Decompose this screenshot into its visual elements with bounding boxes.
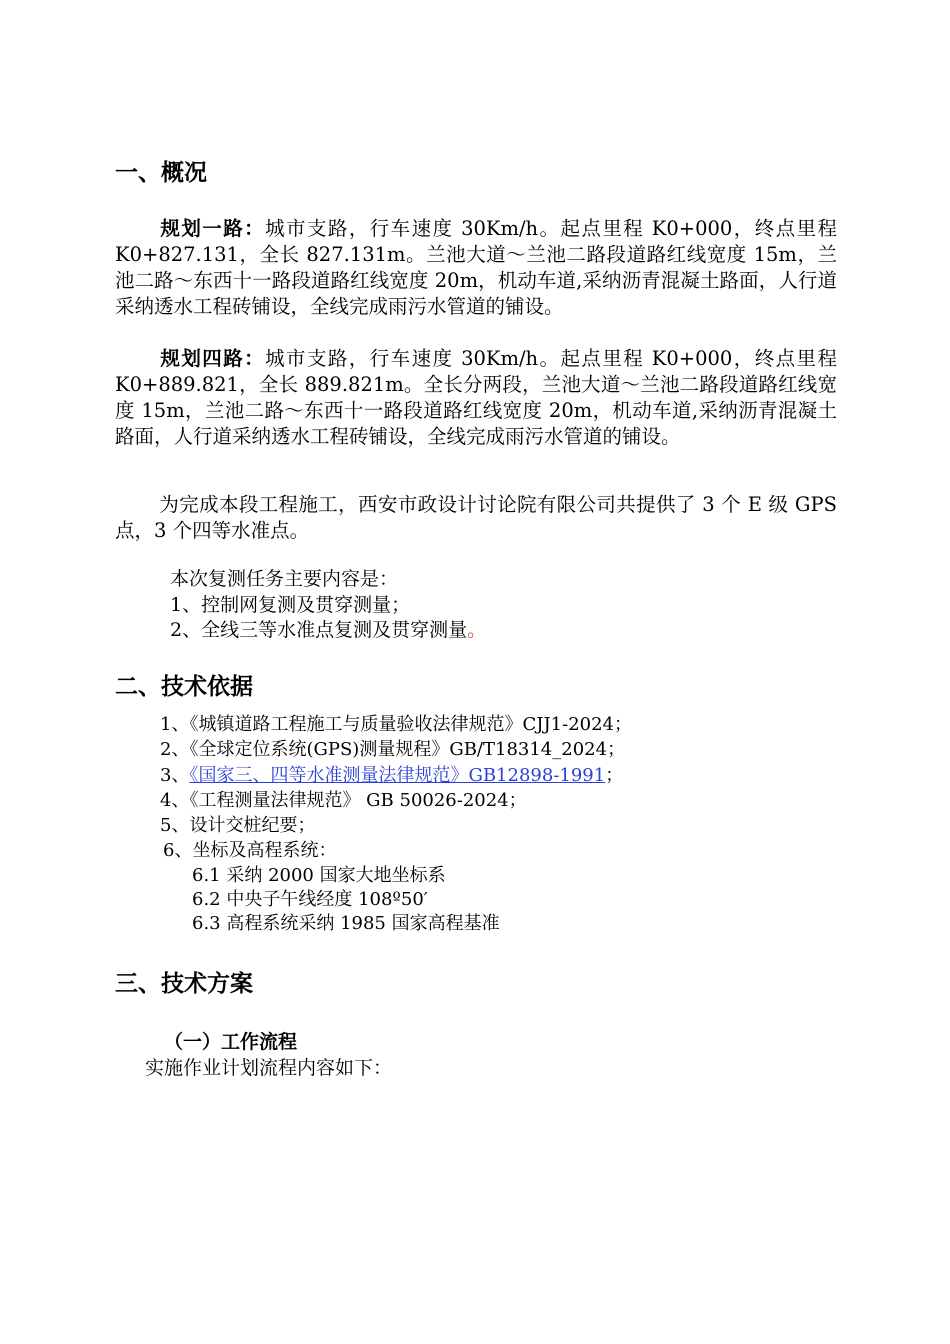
task-item-1: 1、控制网复测及贯穿测量； [170,594,411,616]
workflow-intro: 实施作业计划流程内容如下： [145,1057,393,1079]
basis-item-6-3: 6.3 高程系统采纳 1985 国家高程基准 [192,913,500,934]
paragraph-control-points [115,492,837,544]
road-1-text: 城市支路，行车速度 30Km/h。起点里程 K0+000，终点里程 K0+827.131，全长 827.131m。兰池大道～兰池二路段道路红线宽度 15m，兰池二路～东西十一路段道路红线宽度 20m，机动车道,采纳沥青混凝土路面，人行道采纳透水工程砖铺设，全线完成雨污水管道的铺设。 [115,217,837,318]
paragraph-road-1 [115,216,837,320]
road-4-text: 城市支路，行车速度 30Km/h。起点里程 K0+000，终点里程 K0+889.821，全长 889.821m。全长分两段，兰池大道～兰池二路段道路红线宽度 15m，兰池二路～东西十一路段道路红线宽度 20m，机动车道,采纳沥青混凝土路面，人行道采纳透水工程砖铺设，全线完成雨污水管道的铺设。 [115,347,837,448]
road-1-label: 规划一路： [159,217,266,240]
basis-item-5: 5、设计交桩纪要； [160,815,316,836]
edit-mark: 。 [467,619,487,641]
task-intro: 本次复测任务主要内容是： [170,568,399,590]
basis-item-4: 4、《工程测量法律规范》 GB 50026-2024； [160,790,527,811]
paragraph-road-4 [115,346,837,450]
basis-item-3: 3、《国家三、四等水准测量法律规范》GB12898-1991； [160,765,624,786]
section-title-overview: 一、概况 [115,160,207,186]
basis-item-2: 2、《全球定位系统(GPS)测量规程》GB/T18314_2024； [160,739,626,760]
basis-item-6: 6、坐标及高程系统： [163,840,337,861]
control-points-text: 为完成本段工程施工，西安市政设计讨论院有限公司共提供了 3 个 E 级 GPS 点，3 个四等水准点。 [115,493,837,542]
task-item-2: 2、全线三等水准点复测及贯穿测量。 [170,619,487,641]
subsection-title-workflow: （一）工作流程 [164,1031,298,1053]
basis-item-6-2: 6.2 中央子午线经度 108º50′ [192,889,428,910]
section-title-basis: 二、技术依据 [115,674,253,700]
basis-item-1: 1、《城镇道路工程施工与质量验收法律规范》CJJ1-2024； [160,714,632,735]
section-title-plan: 三、技术方案 [115,971,253,997]
basis-item-6-1: 6.1 采纳 2000 国家大地坐标系 [192,865,446,886]
standard-link[interactable]: 《国家三、四等水准测量法律规范》GB12898-1991 [189,765,606,786]
road-4-label: 规划四路： [159,347,266,370]
